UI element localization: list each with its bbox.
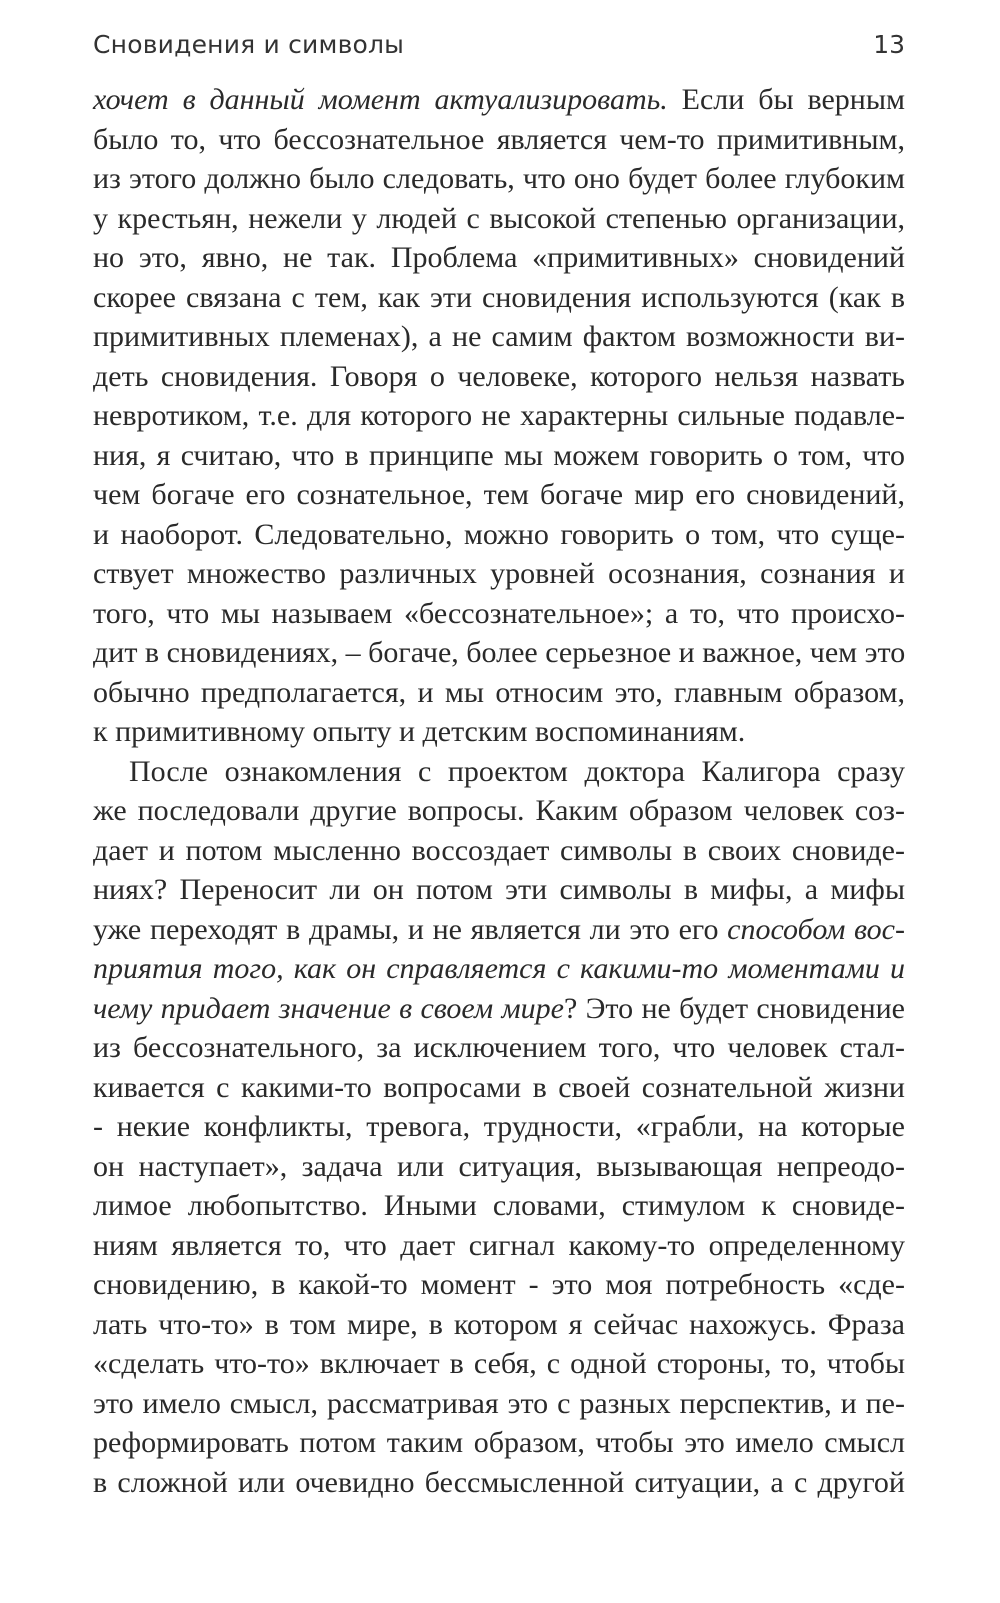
plain-text: из бессознательного, за исключением того, что человек стал-: [93, 1031, 905, 1064]
text-line: [93, 1463, 905, 1503]
italic-text: чему придает значение в своем мире: [93, 991, 564, 1025]
text-line: [93, 673, 905, 713]
paragraph-2: [93, 752, 905, 1503]
text-line: [93, 1305, 905, 1345]
text-line: [93, 238, 905, 278]
text-line: [93, 633, 905, 673]
plain-text: и наоборот. Следовательно, можно говорить о том, что суще-: [93, 517, 905, 551]
text-line: [93, 752, 905, 792]
text-line: [93, 1226, 905, 1266]
text-line: [93, 791, 905, 831]
text-line: [93, 949, 905, 989]
plain-text: дит в сновидениях, – богаче, более серьезное и важное, чем это: [93, 636, 906, 669]
page-number: 13: [873, 30, 905, 59]
text-line: [93, 1147, 905, 1187]
text-line: [93, 436, 905, 476]
text-line: [93, 910, 905, 950]
italic-text: способом вос-: [727, 912, 905, 946]
text-line: [93, 120, 905, 160]
plain-text: После ознакомления с проектом доктора Калигора сразу: [129, 754, 905, 788]
text-line: [93, 594, 905, 634]
plain-text: ниях? Переносит ли он потом эти символы в мифы, а мифы: [93, 873, 905, 906]
text-line: [93, 989, 905, 1029]
text-line: [93, 870, 905, 910]
plain-text: кивается с какими-то вопросами в своей сознательной жизни: [93, 1070, 905, 1104]
body-text: [93, 80, 905, 1502]
italic-text: хочет в данный момент актуализировать.: [93, 83, 668, 116]
text-line: [93, 475, 905, 515]
italic-text: приятия того, как он справляется с какими-то моментами и: [93, 952, 905, 985]
text-line: [93, 1265, 905, 1305]
text-line: [93, 1384, 905, 1424]
text-line: [93, 1028, 905, 1068]
plain-text: у крестьян, нежели у людей с высокой степенью организации,: [93, 201, 905, 235]
plain-text: невротиком, т.е. для которого не характерны сильные подавле-: [93, 399, 905, 432]
text-line: [93, 199, 905, 239]
text-line: [93, 80, 905, 120]
text-line: [93, 1423, 905, 1463]
plain-text: сновидению, в какой-то момент - это моя потребность «сде-: [93, 1268, 905, 1301]
plain-text: он наступает», задача или ситуация, вызывающая непреодо-: [93, 1149, 905, 1183]
plain-text: ствует множество различных уровней осознания, сознания и: [93, 557, 905, 590]
text-line: [93, 1068, 905, 1108]
plain-text: ния, я считаю, что в принципе мы можем говорить о том, что: [93, 438, 905, 472]
plain-text: лимое любопытство. Иными словами, стимулом к сновиде-: [93, 1189, 905, 1222]
text-line: [93, 278, 905, 318]
plain-text: - некие конфликты, тревога, трудности, «грабли, на которые: [93, 1110, 905, 1143]
plain-text: же последовали другие вопросы. Каким образом человек соз-: [93, 794, 905, 827]
text-line: [93, 1186, 905, 1226]
plain-text: ? Это не будет сновидение: [563, 991, 905, 1025]
plain-text: из этого должно было следовать, что оно будет более глубоким: [93, 162, 905, 195]
plain-text: деть сновидения. Говоря о человеке, которого нельзя назвать: [93, 359, 905, 393]
plain-text: скорее связана с тем, как эти сновидения используются (как в: [93, 280, 905, 314]
plain-text: это имело смысл, рассматривая это с разных перспектив, и пе-: [93, 1386, 905, 1420]
plain-text: Если бы верным: [667, 83, 905, 116]
plain-text: примитивных племенах), а не самим фактом возможности ви-: [93, 320, 905, 353]
plain-text: уже переходят в драмы, и не является ли это его: [93, 912, 728, 946]
plain-text: обычно предполагается, и мы относим это, главным образом,: [93, 675, 905, 709]
plain-text: но это, явно, не так. Проблема «примитивных» сновидений: [93, 241, 905, 274]
text-line: [93, 396, 905, 436]
paragraph-1: [93, 80, 905, 752]
text-line: [93, 1107, 905, 1147]
text-line: [93, 515, 905, 555]
plain-text: того, что мы называем «бессознательное»; а то, что происхо-: [93, 596, 905, 630]
text-line: [93, 357, 905, 397]
plain-text: реформировать потом таким образом, чтобы это имело смысл: [93, 1426, 905, 1459]
plain-text: чем богаче его сознательное, тем богаче мир его сновидений,: [93, 478, 905, 511]
running-title: Сновидения и символы: [93, 30, 405, 59]
plain-text: в сложной или очевидно бессмысленной ситуации, а с другой: [93, 1465, 905, 1499]
plain-text: было то, что бессознательное является чем-то примитивным,: [93, 122, 905, 156]
plain-text: к примитивному опыту и детским воспоминаниям.: [93, 715, 746, 748]
plain-text: дает и потом мысленно воссоздает символы в своих сновиде-: [93, 833, 905, 867]
text-line: [93, 831, 905, 871]
plain-text: «сделать что-то» включает в себя, с одной стороны, то, чтобы: [93, 1347, 905, 1380]
plain-text: ниям является то, что дает сигнал какому-то определенному: [93, 1228, 905, 1262]
text-line: [93, 1344, 905, 1384]
text-line: [93, 317, 905, 357]
text-line: [93, 712, 905, 752]
text-line: [93, 159, 905, 199]
text-line: [93, 554, 905, 594]
plain-text: лать что-то» в том мире, в котором я сейчас нахожусь. Фраза: [93, 1307, 905, 1341]
